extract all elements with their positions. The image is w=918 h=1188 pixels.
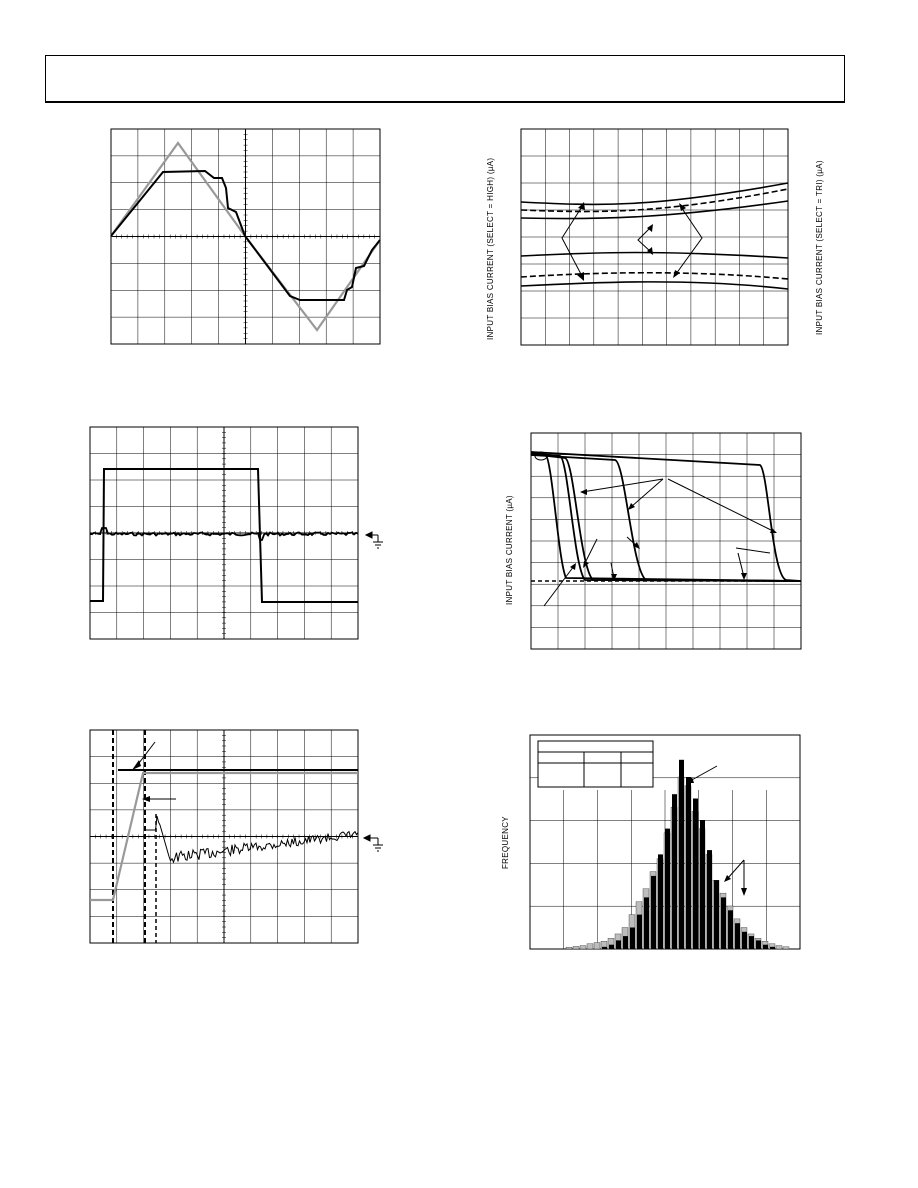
histogram-bar-black	[735, 923, 740, 949]
histogram-bar-black	[637, 915, 642, 949]
histogram-bar-grey	[776, 946, 782, 949]
histogram-bar-black	[623, 936, 628, 949]
histogram-bar-black	[707, 850, 712, 949]
settling-ground-icon	[364, 835, 383, 851]
pulse-response-chart	[90, 427, 383, 639]
bias-select-y-axis-label-left: INPUT BIAS CURRENT (SELECT = HIGH) (µA)	[486, 157, 495, 340]
histogram-bar-grey	[783, 947, 789, 949]
histogram-bar-black	[742, 932, 747, 949]
histogram-bar-grey	[573, 946, 579, 949]
histogram-bar-grey	[566, 947, 572, 949]
bias-select-high-upper-trace	[521, 183, 788, 204]
histogram-bar-black	[721, 897, 726, 949]
settling-error-trace	[145, 816, 358, 862]
bias-voltage-arrowheads	[570, 489, 777, 581]
histogram-bars	[566, 760, 789, 949]
histogram-bar-black	[630, 928, 635, 950]
bias-select-grid	[521, 129, 788, 345]
histogram-bar-black	[672, 794, 677, 949]
histogram-bar-black	[756, 940, 761, 949]
bias-select-tri-mid-trace	[521, 273, 788, 279]
bias-voltage-chart	[505, 433, 801, 649]
bias-select-tri-lower-trace	[521, 282, 788, 289]
histogram-legend-table	[538, 741, 653, 787]
clipping-sine-chart	[111, 129, 380, 344]
histogram-bar-grey	[594, 943, 600, 949]
histogram-bar-black	[651, 876, 656, 949]
bias-voltage-y-axis-label: INPUT BIAS CURRENT (µA)	[505, 495, 514, 605]
histogram-bar-black	[686, 777, 691, 949]
histogram-y-axis-label: FREQUENCY	[501, 816, 510, 869]
histogram-bar-black	[693, 799, 698, 950]
histogram-bar-black	[609, 945, 614, 949]
bias-select-annotation-arrows	[562, 205, 702, 278]
histogram-bar-grey	[587, 944, 593, 949]
histogram-bar-black	[616, 940, 621, 949]
histogram-chart	[501, 735, 800, 949]
histogram-bar-grey	[580, 946, 586, 949]
histogram-bar-black	[700, 820, 705, 949]
histogram-bar-black	[770, 947, 775, 949]
histogram-bar-black	[658, 854, 663, 949]
settling-chart	[90, 730, 383, 943]
histogram-bar-black	[679, 760, 684, 949]
pulse-response-ground-icon	[366, 532, 383, 548]
histogram-bar-black	[728, 910, 733, 949]
histogram-bar-black	[763, 945, 768, 949]
histogram-bar-black	[714, 880, 719, 949]
histogram-bar-black	[749, 936, 754, 949]
bias-select-chart	[486, 129, 824, 345]
histogram-bar-black	[665, 829, 670, 949]
histogram-bar-black	[644, 897, 649, 949]
bias-select-high-mid-trace	[521, 189, 788, 212]
bias-select-tri-upper-trace	[521, 253, 788, 259]
histogram-bar-black	[602, 947, 607, 949]
bias-select-y-axis-label-right: INPUT BIAS CURRENT (SELECT = TRI) (µA)	[815, 160, 824, 335]
